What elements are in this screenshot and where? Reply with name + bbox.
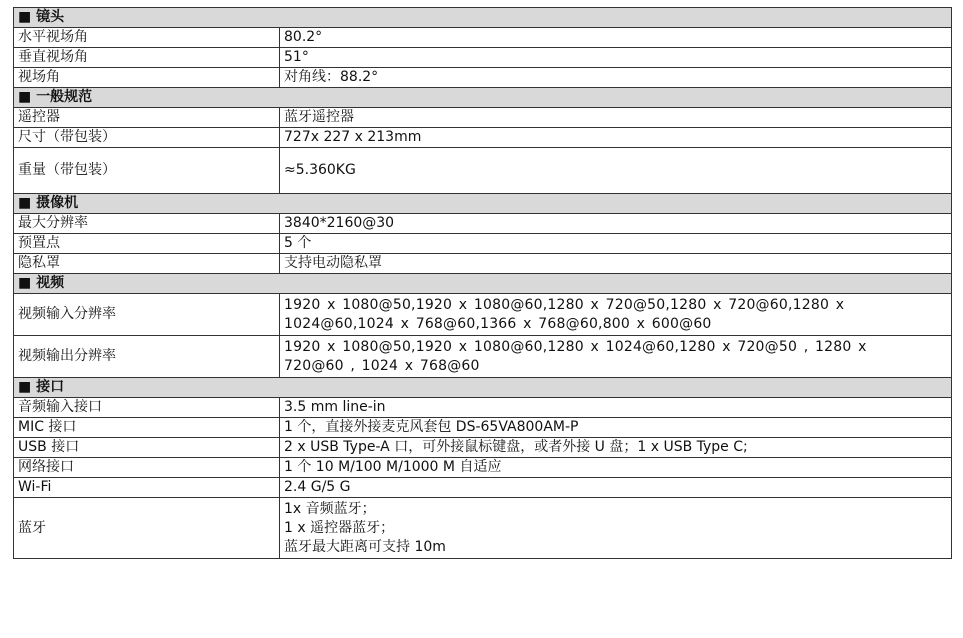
spec-label: 视场角 — [14, 68, 280, 88]
spec-table — [13, 7, 952, 559]
spec-label: 视频输入分辨率 — [14, 294, 280, 336]
table-row — [14, 234, 952, 254]
table-row — [14, 148, 952, 194]
spec-label: 垂直视场角 — [14, 48, 280, 68]
table-row — [14, 458, 952, 478]
table-row — [14, 398, 952, 418]
table-row — [14, 254, 952, 274]
table-row — [14, 478, 952, 498]
spec-value: 51° — [280, 48, 952, 68]
spec-value: 2 x USB Type-A 口，可外接鼠标键盘，或者外接 U 盘；1 x USB Type C; — [280, 438, 952, 458]
spec-value: 3.5 mm line-in — [280, 398, 952, 418]
spec-value: 5 个 — [280, 234, 952, 254]
spec-label: 隐私罩 — [14, 254, 280, 274]
spec-label: 尺寸（带包装） — [14, 128, 280, 148]
spec-value: 1920 x 1080@50,1920 x 1080@60,1280 x 720@50,1280 x 720@60,1280 x 1024@60,1024 x 768@60,1366 x 768@60,800 x 600@60 — [280, 294, 952, 336]
table-row — [14, 498, 952, 559]
spec-label: MIC 接口 — [14, 418, 280, 438]
section-title: ■ 一般规范 — [14, 88, 952, 108]
table-row — [14, 48, 952, 68]
table-row — [14, 28, 952, 48]
spec-value: 1x 音频蓝牙； 1 x 遥控器蓝牙； 蓝牙最大距离可支持 10m — [280, 498, 952, 559]
table-row — [14, 108, 952, 128]
section-header-interfaces — [14, 378, 952, 398]
table-row — [14, 214, 952, 234]
table-row — [14, 438, 952, 458]
spec-value: 1 个，直接外接麦克风套包 DS-65VA800AM-P — [280, 418, 952, 438]
spec-label: 重量（带包装） — [14, 148, 280, 194]
spec-value: 727x 227 x 213mm — [280, 128, 952, 148]
section-header-video — [14, 274, 952, 294]
section-title: ■ 接口 — [14, 378, 952, 398]
table-row — [14, 68, 952, 88]
section-header-general — [14, 88, 952, 108]
spec-value: 支持电动隐私罩 — [280, 254, 952, 274]
spec-value: 1920 x 1080@50,1920 x 1080@60,1280 x 1024@60,1280 x 720@50 , 1280 x 720@60 , 1024 x 768@60 — [280, 336, 952, 378]
spec-label: 蓝牙 — [14, 498, 280, 559]
section-header-camera — [14, 194, 952, 214]
spec-label: 预置点 — [14, 234, 280, 254]
section-title: ■ 摄像机 — [14, 194, 952, 214]
section-title: ■ 镜头 — [14, 8, 952, 28]
spec-value: 1 个 10 M/100 M/1000 M 自适应 — [280, 458, 952, 478]
spec-label: 水平视场角 — [14, 28, 280, 48]
spec-label: Wi-Fi — [14, 478, 280, 498]
spec-label: 最大分辨率 — [14, 214, 280, 234]
spec-value: 蓝牙遥控器 — [280, 108, 952, 128]
table-row — [14, 294, 952, 336]
spec-label: USB 接口 — [14, 438, 280, 458]
spec-value: 对角线：88.2° — [280, 68, 952, 88]
spec-label: 遥控器 — [14, 108, 280, 128]
spec-value: 2.4 G/5 G — [280, 478, 952, 498]
spec-value: 3840*2160@30 — [280, 214, 952, 234]
spec-value: 80.2° — [280, 28, 952, 48]
section-title: ■ 视频 — [14, 274, 952, 294]
spec-label: 音频输入接口 — [14, 398, 280, 418]
table-row — [14, 128, 952, 148]
spec-value: ≈5.360KG — [280, 148, 952, 194]
section-header-lens — [14, 8, 952, 28]
spec-label: 网络接口 — [14, 458, 280, 478]
table-row — [14, 336, 952, 378]
table-row — [14, 418, 952, 438]
spec-label: 视频输出分辨率 — [14, 336, 280, 378]
